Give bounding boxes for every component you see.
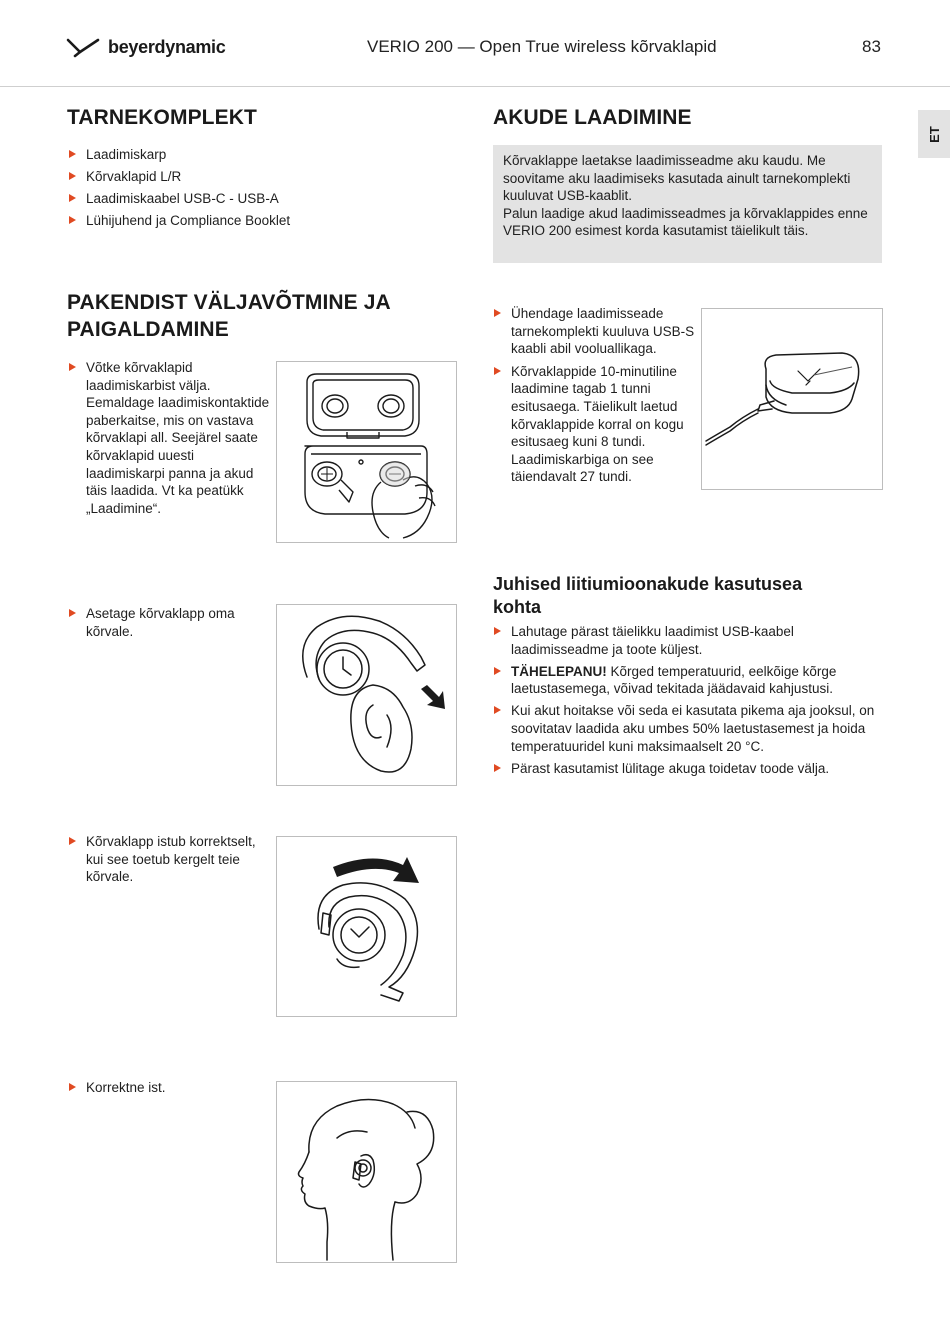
earphone-fit-illustration xyxy=(277,837,456,1016)
header-divider xyxy=(0,86,950,87)
list-item: Lahutage pärast täielikku laadimist USB-kaabel laadimisseadme ja toote küljest. xyxy=(493,623,893,658)
list-item: Laadimiskarp xyxy=(68,146,448,164)
list-item: Võtke kõrvaklapid laadimiskarbist välja. Eemaldage laadimiskontaktide paberkaitse, mis on vastava kõrvaklapi all. Seejärel saate kõrvaklapid uuesti laadimiskarpi panna ja akud täis laadida. Vt ka peatükk „Laadimine“. xyxy=(68,359,274,517)
page-number: 83 xyxy=(862,37,881,56)
figure-place-earphone xyxy=(276,604,457,786)
head-profile-illustration xyxy=(277,1082,456,1262)
charging-case-illustration xyxy=(702,309,882,489)
document-title: VERIO 200 — Open True wireless kõrvaklapid xyxy=(367,37,717,56)
charging-note-p1: Kõrvaklappe laetakse laadimisseadme aku kaudu. Me soovitame aku laadimiseks kasutada ainult tarnekomplekti kuuluvat USB-kaablit. xyxy=(503,153,851,204)
brand-logo xyxy=(66,36,225,58)
beyerdynamic-logo-icon xyxy=(66,36,100,58)
bullet-arrow-icon xyxy=(69,172,76,180)
list-item: Kui akut hoitakse või seda ei kasutata pikema aja jooksul, on soovitatav laadida aku umbes 50% laetustasemest ja hoida temperatuuridel kuni maksimaalselt 20 °C. xyxy=(493,702,893,755)
list-item: Kõrvaklappide 10-minutiline laadimine tagab 1 tunni esitusaega. Täielikult laetud kõrvaklappide korral on kogu esitusaeg kuni 8 tundi. Laadimiskarbiga on see täiendavalt 27 tundi. xyxy=(493,363,703,486)
bullet-arrow-icon xyxy=(494,667,501,675)
language-tab: ET xyxy=(918,110,950,158)
warning-text: Kõrged temperatuurid, eelkõige kõrge laetustasemega, võivad tekitada jäädavaid kahjustusi. xyxy=(511,663,837,697)
bullet-arrow-icon xyxy=(494,706,501,714)
unpacking-title-line1: PAKENDIST VÄLJAVÕTMINE JA xyxy=(67,291,391,314)
battery-list xyxy=(493,623,893,782)
open-case-illustration xyxy=(277,362,456,542)
figure-charging-case xyxy=(701,308,883,490)
battery-title-line2: kohta xyxy=(493,597,542,617)
list-item: Kõrvaklapid L/R xyxy=(68,168,448,186)
bullet-arrow-icon xyxy=(69,150,76,158)
unpacking-title-line2: PAIGALDAMINE xyxy=(67,318,229,341)
figure-head-profile xyxy=(276,1081,457,1263)
charging-title: AKUDE LAADIMINE xyxy=(493,106,692,129)
list-item: Lühijuhend ja Compliance Booklet xyxy=(68,212,448,230)
brand-name: beyerdynamic xyxy=(108,36,226,57)
list-item: Pärast kasutamist lülitage akuga toidetav toode välja. xyxy=(493,760,893,778)
bullet-arrow-icon xyxy=(494,367,501,375)
place-earphone-illustration xyxy=(277,605,456,785)
figure-open-case xyxy=(276,361,457,543)
battery-title-line1: Juhised liitiumioonakude kasutusea xyxy=(493,574,803,594)
list-item xyxy=(493,663,893,698)
charging-note xyxy=(493,145,882,263)
delivery-title: TARNEKOMPLEKT xyxy=(67,106,257,129)
bullet-arrow-icon xyxy=(69,216,76,224)
list-item: Ühendage laadimisseade tarnekomplekti kuuluva USB-S kaabli abil vooluallikaga. xyxy=(493,305,703,358)
list-item: Asetage kõrvaklapp oma kõrvale. xyxy=(68,605,268,640)
charging-steps xyxy=(493,305,703,486)
bullet-arrow-icon xyxy=(494,764,501,772)
unpacking-step-3 xyxy=(68,833,268,886)
bullet-arrow-icon xyxy=(494,627,501,635)
bullet-arrow-icon xyxy=(69,1083,76,1091)
warning-label: TÄHELEPANU! xyxy=(511,663,607,679)
bullet-arrow-icon xyxy=(69,609,76,617)
figure-earphone-fit xyxy=(276,836,457,1017)
list-item: Kõrvaklapp istub korrektselt, kui see toetub kergelt teie kõrvale. xyxy=(68,833,268,886)
delivery-list xyxy=(68,146,448,234)
unpacking-step-2 xyxy=(68,605,268,640)
charging-note-p2: Palun laadige akud laadimisseadmes ja kõrvaklappides enne VERIO 200 esimest korda kasutamist täielikult täis. xyxy=(503,205,868,239)
unpacking-step-1 xyxy=(68,359,274,517)
bullet-arrow-icon xyxy=(69,194,76,202)
list-item: Laadimiskaabel USB-C - USB-A xyxy=(68,190,448,208)
bullet-arrow-icon xyxy=(494,309,501,317)
unpacking-step-4 xyxy=(68,1079,268,1097)
list-item: Korrektne ist. xyxy=(68,1079,268,1097)
bullet-arrow-icon xyxy=(69,837,76,845)
bullet-arrow-icon xyxy=(69,363,76,371)
